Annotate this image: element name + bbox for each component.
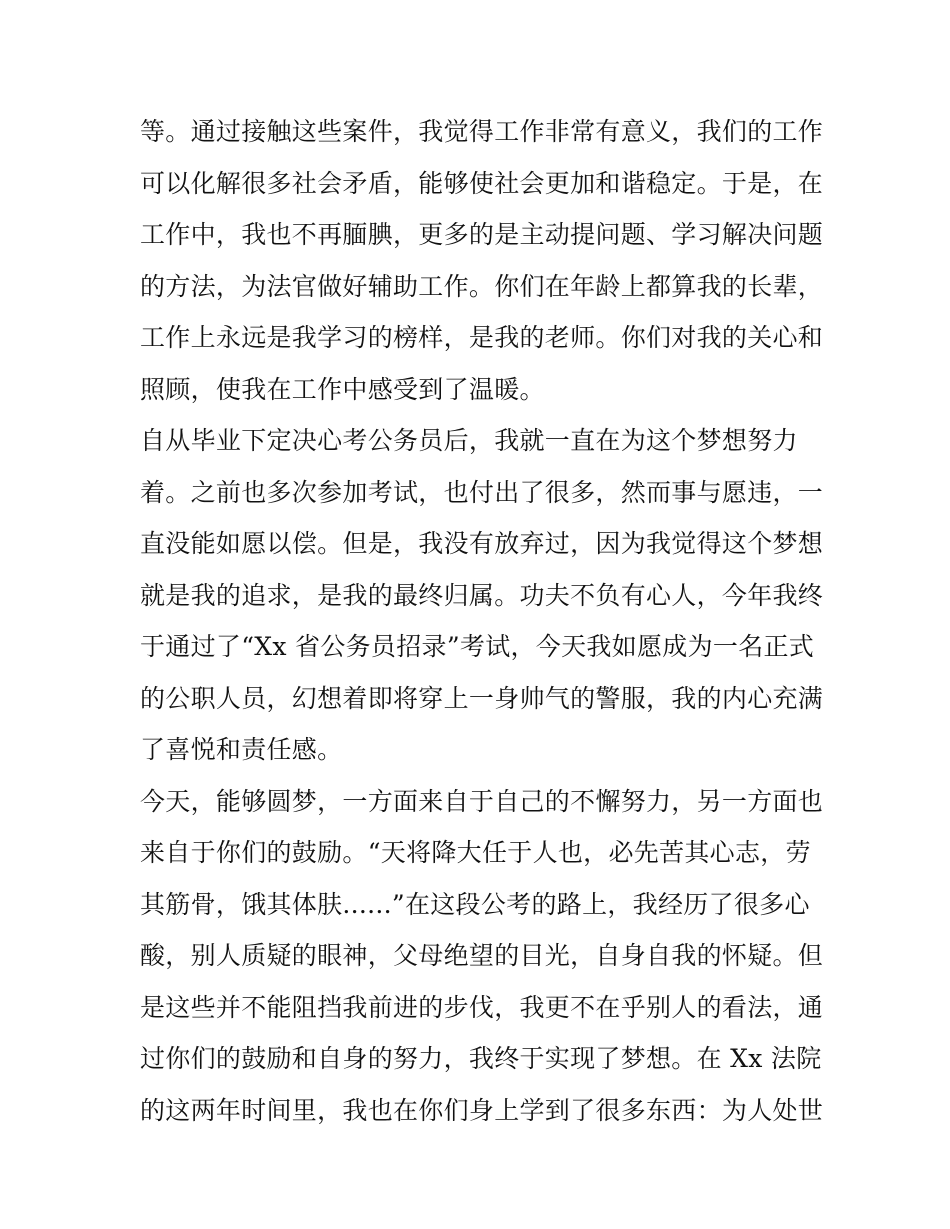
text-line: 直没能如愿以偿。但是，我没有放弃过，因为我觉得这个梦想 <box>140 529 824 558</box>
text-line: 工作中，我也不再腼腆，更多的是主动提问题、学习解决问题 <box>140 220 824 249</box>
text-line: 的这两年时间里，我也在你们身上学到了很多东西：为人处世 <box>140 1095 824 1125</box>
text-line: 酸，别人质疑的眼神，父母绝望的目光，自身自我的怀疑。但 <box>140 941 824 970</box>
text-line: 等。通过接触这些案件，我觉得工作非常有意义，我们的工作 <box>140 117 824 146</box>
text-line: 的方法，为法官做好辅助工作。你们在年龄上都算我的长辈， <box>140 271 824 301</box>
text-line: 的公职人员，幻想着即将穿上一身帅气的警服，我的内心充满 <box>140 683 824 713</box>
text-line: 今天，能够圆梦，一方面来自于自己的不懈努力，另一方面也 <box>140 786 824 816</box>
text-line: 来自于你们的鼓励。“天将降大任于人也，必先苦其心志，劳 <box>140 838 811 867</box>
text-line: 照顾，使我在工作中感受到了温暖。 <box>140 374 545 404</box>
text-line: 其筋骨，饿其体肤......”在这段公考的路上，我经历了很多心 <box>140 889 810 919</box>
text-line: 可以化解很多社会矛盾，能够使社会更加和谐稳定。于是，在 <box>140 168 824 198</box>
text-line: 了喜悦和责任感。 <box>140 735 343 764</box>
text-line: 于通过了“Xx 省公务员招录”考试，今天我如愿成为一名正式 <box>140 632 815 661</box>
text-line: 是这些并不能阻挡我前进的步伐，我更不在乎别人的看法，通 <box>140 992 824 1022</box>
text-line: 过你们的鼓励和自身的努力，我终于实现了梦想。在 Xx 法院 <box>140 1044 822 1073</box>
body-text <box>140 106 824 1136</box>
text-line: 着。之前也多次参加考试，也付出了很多，然而事与愿违，一 <box>140 477 824 507</box>
text-line: 就是我的追求，是我的最终归属。功夫不负有心人，今年我终 <box>140 580 824 610</box>
text-line: 自从毕业下定决心考公务员后，我就一直在为这个梦想努力 <box>140 426 798 455</box>
text-line: 工作上永远是我学习的榜样，是我的老师。你们对我的关心和 <box>140 323 824 352</box>
